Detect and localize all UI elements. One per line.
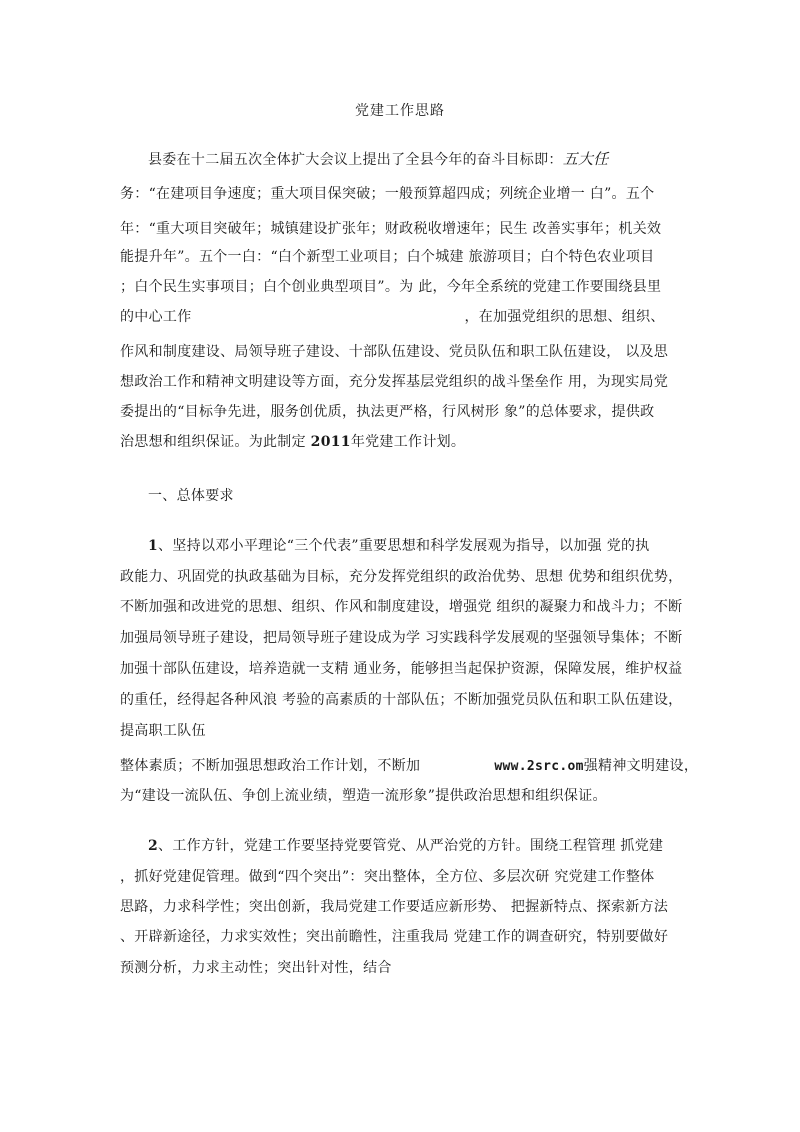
- item-1-line-6: 的重任，经得起各种风浪 考验的高素质的十部队伍；不断加强党员队伍和职工队伍建设，: [120, 692, 683, 708]
- intro-line-3: 年：“重大项目突破年；城镇建设扩张年；财政税收增速年；民生 改善实事年；机关效: [120, 221, 662, 237]
- intro-line-10-year: 2011: [310, 434, 351, 450]
- intro-line-6: [120, 306, 665, 326]
- intro-line-1-text: 县委在十二届五次全体扩大会议上提出了全县今年的奋斗目标即：: [148, 152, 563, 168]
- item-1-line-1: [148, 535, 650, 555]
- intro-line-1-handwritten: 五大任: [562, 150, 609, 168]
- item-1-number: 1: [148, 538, 159, 554]
- intro-line-9: 委提出的“目标争先进，服务创优质，执法更严格，行风树形 象”的总体要求，提供政: [120, 404, 655, 420]
- item-2-line-5: 预测分析，力求主动性；突出针对性，结合: [120, 960, 392, 976]
- intro-line-8: 想政治工作和精神文明建设等方面，充分发挥基层党组织的战斗堡垒作 用，为现实局党: [120, 374, 669, 390]
- item-2-line-2: ，抓好党建促管理。做到“四个突出”：突出整体，全方位、多层次研 究党建工作整体: [120, 869, 655, 885]
- item-1-line-1-text: 、坚持以邓小平理论“三个代表”重要思想和科学发展观为指导，以加强 党的执: [158, 538, 650, 554]
- item-1-line-5: 加强十部队伍建设，培养造就一支精 通业务，能够担当起保护资源，保障发展，维护权益: [120, 661, 683, 677]
- item-2-line-4: 、开辟新途径，力求实效性；突出前瞻性，注重我局 党建工作的调查研究，特别要做好: [120, 929, 669, 945]
- intro-line-6-start: 的中心工作: [120, 309, 192, 325]
- item-1-line-2: 政能力、巩固党的执政基础为目标，充分发挥党组织的政治优势、思想 优势和组织优势，: [120, 569, 683, 585]
- intro-line-5: ；白个民生实事项目；白个创业典型项目”。为 此，今年全系统的党建工作要围绕县里: [120, 279, 662, 295]
- item-2-line-1: [148, 835, 663, 855]
- item-2-number: 2: [148, 838, 159, 854]
- item-1-line-8-a: 整体素质；不断加强思想政治工作计划，不断加: [120, 758, 421, 774]
- item-1-line-3: 不断加强和改进党的思想、组织、作风和制度建设，增强党 组织的凝聚力和战斗力；不断: [120, 599, 683, 615]
- intro-line-1: [148, 148, 609, 169]
- item-1-line-8: [120, 755, 698, 775]
- intro-line-6-end: ，在加强党组织的思想、组织、: [464, 309, 665, 325]
- intro-line-2: 务：“在建项目争速度；重大项目保突破；一般预算超四成；列统企业增一 白”。五个: [120, 186, 655, 202]
- intro-line-10-a: 治思想和组织保证。为此制定: [120, 434, 311, 450]
- item-1-line-9: 为“建设一流队伍、争创上流业绩，塑造一流形象”提供政治思想和组织保证。: [120, 788, 607, 804]
- item-2-line-3: 思路，力求科学性；突出创新，我局党建工作要适应新形势、 把握新特点、探索新方法: [120, 899, 669, 915]
- item-1-line-7: 提高职工队伍: [120, 723, 206, 739]
- item-1-url: www.2src.om: [494, 759, 584, 774]
- item-1-line-4: 加强局领导班子建设，把局领导班子建设成为学 习实践科学发展观的坚强领导集体；不断: [120, 630, 683, 646]
- intro-line-10-c: 年党建工作计划。: [350, 434, 466, 450]
- section-1-heading: 一、总体要求: [148, 488, 234, 504]
- intro-line-7: 作风和制度建设、局领导班子建设、十部队伍建设、党员队伍和职工队伍建设， 以及思: [120, 344, 669, 360]
- item-2-line-1-text: 、工作方针，党建工作要坚持党要管党、从严治党的方针。围绕工程管理 抓党建: [158, 838, 664, 854]
- intro-line-10: [120, 431, 465, 451]
- item-1-line-8-b: 强精神文明建设，: [583, 758, 699, 774]
- intro-line-4: 能提升年”。五个一白：“白个新型工业项目；白个城建 旅游项目；白个特色农业项目: [120, 249, 655, 265]
- document-title: 党建工作思路: [355, 103, 445, 119]
